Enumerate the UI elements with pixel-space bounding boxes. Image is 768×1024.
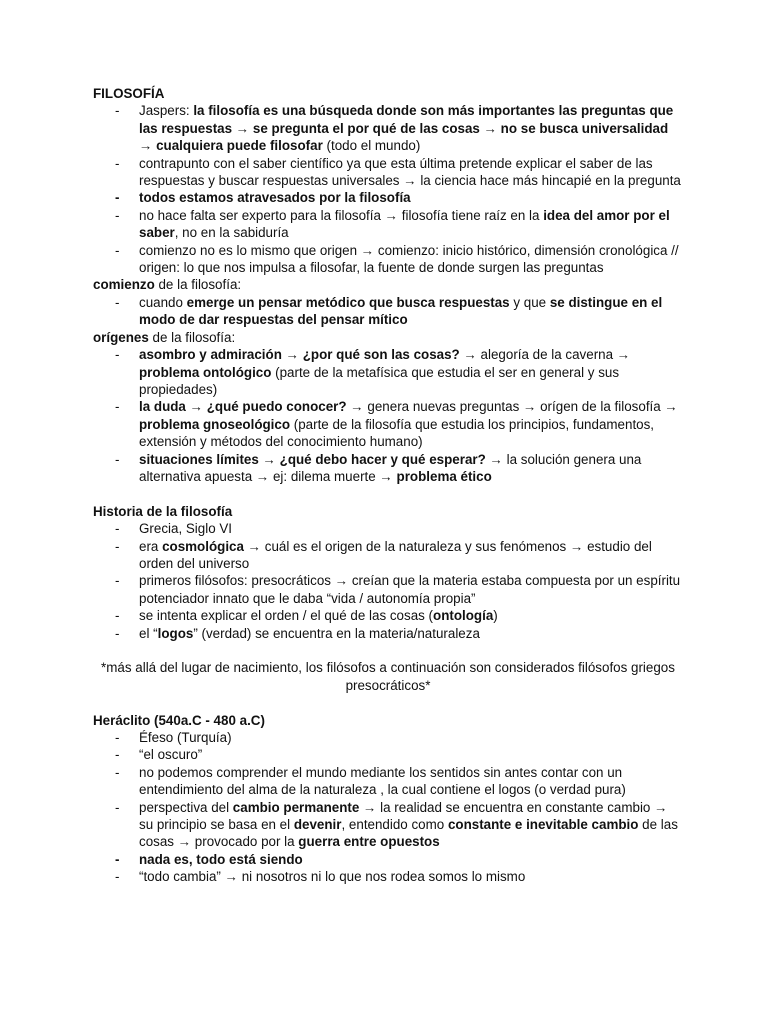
list-item: - perspectiva del cambio permanente → la realidad se encuentra en constante cambio → su principio se basa en el devenir, entendido como constante e inevitable cambio de las cosas → provocado por la guerra entre opuestos <box>115 799 678 850</box>
bullet-dash: - <box>115 294 120 310</box>
bullet-dash: - <box>115 573 120 589</box>
bullet-dash: - <box>115 399 120 415</box>
bullet-dash: - <box>115 190 120 206</box>
comienzo-heading: comienzo de la filosofía: <box>93 277 242 293</box>
list-item: - Éfeso (Turquía) <box>115 729 232 745</box>
list-item: - era cosmológica → cuál es el origen de la naturaleza y sus fenómenos → estudio del orden del universo <box>115 538 652 571</box>
bullet-dash: - <box>115 242 120 258</box>
list-item: - contrapunto con el saber científico ya que esta última pretende explicar el saber de las respuestas y buscar respuestas universales → la ciencia hace más hincapié en la pregunta <box>115 155 681 189</box>
bullet-dash: - <box>115 347 120 363</box>
list-item: - “el oscuro” <box>115 747 203 763</box>
bullet-dash: - <box>115 155 120 171</box>
list-item: - primeros filósofos: presocráticos → creían que la materia estaba compuesta por un espíritu potenciador innato que le daba “vida / autonomía propia” <box>115 573 681 606</box>
list-item: - nada es, todo está siendo <box>115 851 303 867</box>
section-title-heraclito: Heráclito (540a.C - 480 a.C) <box>93 712 265 728</box>
bullet-dash: - <box>115 608 120 624</box>
list-item: - comienzo no es lo mismo que origen → comienzo: inicio histórico, dimensión cronológica // origen: lo que nos impulsa a filosofar, la fuente de donde surgen las preguntas <box>115 242 679 276</box>
bullet-dash: - <box>115 521 120 537</box>
filosofia-list <box>93 102 683 276</box>
bullet-dash: - <box>115 207 120 223</box>
section-title-historia: Historia de la filosofía <box>93 503 233 519</box>
bullet-dash: - <box>115 851 120 867</box>
bullet-dash: - <box>115 799 120 815</box>
comienzo-list <box>93 294 683 329</box>
bullet-dash: - <box>115 747 120 763</box>
bullet-dash: - <box>115 103 120 119</box>
heraclito-list <box>93 729 683 886</box>
bullet-dash: - <box>115 451 120 467</box>
list-item: - asombro y admiración → ¿por qué son las cosas? → alegoría de la caverna → problema ontológico (parte de la metafísica que estudia el ser en general y sus propiedades) <box>115 347 631 397</box>
list-item: - Grecia, Siglo VI <box>115 521 233 537</box>
bullet-dash: - <box>115 625 120 641</box>
bullet-dash: - <box>115 764 120 780</box>
list-item: - Jaspers: la filosofía es una búsqueda donde son más importantes las preguntas que las respuestas → se pregunta el por qué de las cosas → no se busca universalidad → cualquiera puede filosofar (todo el mundo) <box>115 103 674 154</box>
origenes-list <box>93 346 683 485</box>
document-page <box>93 85 683 886</box>
list-item: - situaciones límites → ¿qué debo hacer y qué esperar? → la solución genera una alternativa apuesta → ej: dilema muerte → problema ético <box>115 451 642 484</box>
origenes-heading: orígenes de la filosofía: <box>93 329 236 345</box>
list-item: - no hace falta ser experto para la filosofía → filosofía tiene raíz en la idea del amor por el saber, no en la sabiduría <box>115 207 670 241</box>
bullet-dash: - <box>115 729 120 745</box>
bullet-dash: - <box>115 538 120 554</box>
list-item: - no podemos comprender el mundo mediante los sentidos sin antes contar con un entendimiento del alma de la naturaleza , la cual contiene el logos (o verdad pura) <box>115 764 626 798</box>
list-item: - la duda → ¿qué puedo conocer? → genera nuevas preguntas → orígen de la filosofía → problema gnoseológico (parte de la filosofía que estudia los principios, fundamentos, extensión y métodos del conocimiento humano) <box>115 399 678 450</box>
list-item: - cuando emerge un pensar metódico que busca respuestas y que se distingue en el modo de dar respuestas del pensar mítico <box>115 294 663 328</box>
list-item: - “todo cambia” → ni nosotros ni lo que nos rodea somos lo mismo <box>115 869 526 885</box>
historia-list <box>93 520 683 642</box>
list-item: - el “logos” (verdad) se encuentra en la materia/naturaleza <box>115 625 480 641</box>
list-item: - se intenta explicar el orden / el qué de las cosas (ontología) <box>115 608 498 624</box>
list-item: - todos estamos atravesados por la filosofía <box>115 190 411 206</box>
bullet-dash: - <box>115 869 120 885</box>
section-title-filosofia: FILOSOFÍA <box>93 86 165 101</box>
presocraticos-note: *más allá del lugar de nacimiento, los filósofos a continuación son considerados filósofos griegos presocráticos* <box>101 660 675 693</box>
